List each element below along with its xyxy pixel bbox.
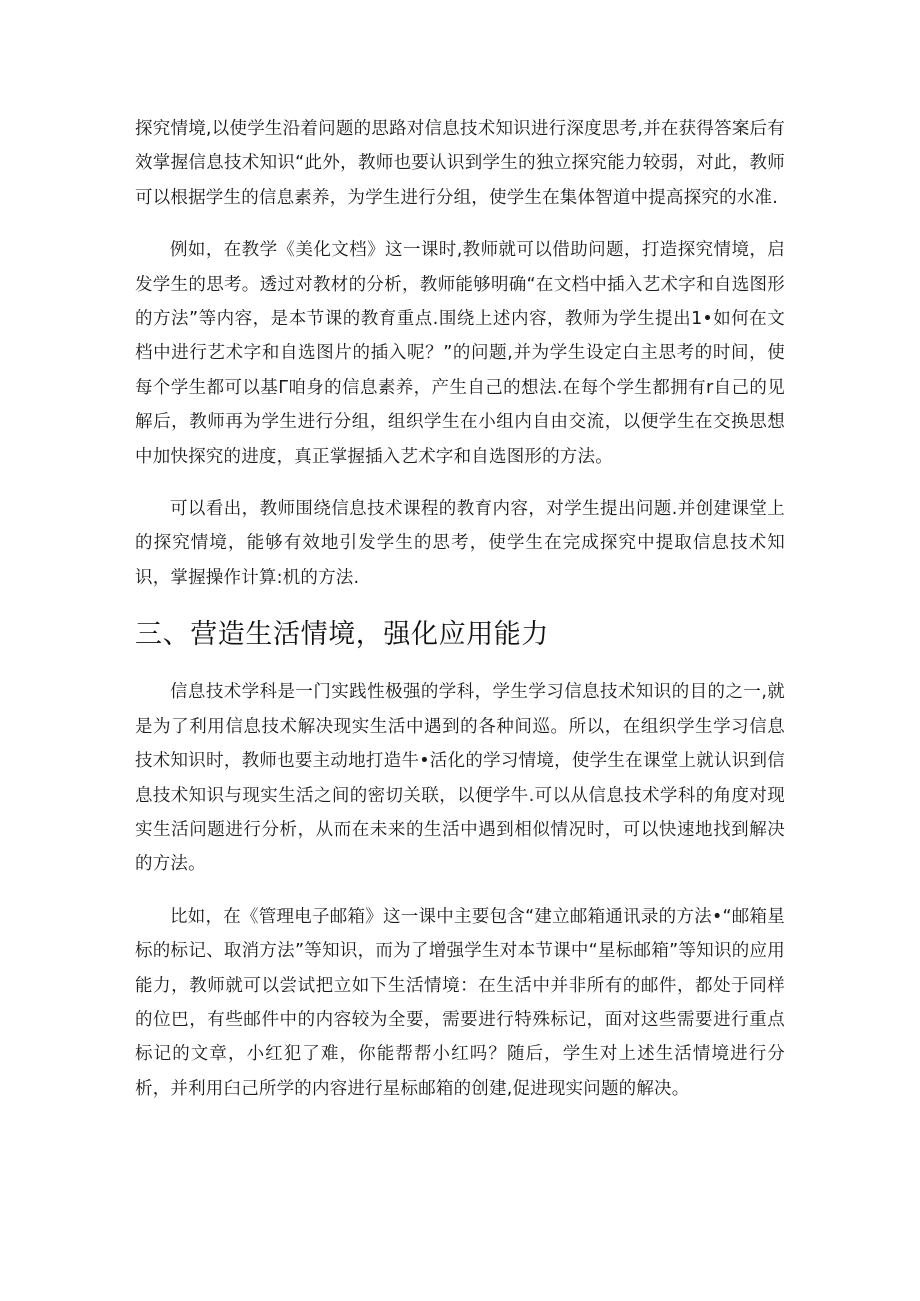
- paragraph-example-email: 比如，在《管理电子邮箱》这一课中主要包含“建立邮箱通讯录的方法•“邮箱星标的标记、取消方法”等知识，而为了增强学生对本节课中“星标邮箱”等知识的应用能力，教师就可以尝试把立如下生活情境：在生活中并非所有的邮件，都处于同样的位巴，有些邮件中的内容较为全要，需要进行特殊标记，面对这些需要进行重点标记的文章，小红犯了难，你能帮帮小红吗？随后，学生对上述生活情境进行分析，并利用臼己所学的内容进行星标邮箱的创建,促进现实问题的解决。: [135, 906, 785, 1099]
- heading-spacer: [135, 595, 785, 615]
- heading-spacer: [135, 655, 785, 675]
- section-heading: 三、营造生活情境，强化应用能力: [135, 619, 549, 651]
- paragraph-continued: 探究情境,以使学生沿着问题的思路对信息技术知识进行深度思考,并在获得答案后有效掌握信息技术知识“此外，教师也要认识到学生的独立探究能力较弱，对此，教师可以根据学生的信息素养，为学生进行分组，使学生在集体智道中提高探究的水准.: [135, 119, 785, 208]
- paragraph-example-beautify-document: 例如，在教学《美化文档》这一课时,教师就可以借助问题，打造探究情境，启发学生的思考。透过对教材的分析，教师能够明确“在文档中插入艺术字和自选图形的方法”等内容，是本节课的教育重点.围绕上述内容，教师为学生提出1•如何在文档中进行艺术字和自选图片的插入呢？”的问题,并为学生设定白主思考的时间，使每个学生都可以基Γ咱身的信息素养，产生自己的想法.在每个学生都拥有r自己的见解后，教师再为学生进行分组，组织学生在小组内自由交流，以便学生在交换思想中加快探究的进度，真正掌握插入艺术字和自选图形的方法。: [135, 240, 785, 467]
- document-body: [135, 112, 785, 1106]
- paragraph-spacer: [135, 215, 785, 233]
- paragraph-spacer: [135, 474, 785, 492]
- paragraph-spacer: [135, 882, 785, 900]
- paragraph-summary: 可以看出，教师围绕信息技术课程的教育内容，对学生提出问题.并创建课堂上的探究情境，能够有效地引发学生的思考，使学生在完成探究中提取信息技术知识，掌握操作计算:机的方法.: [135, 499, 785, 588]
- paragraph-practicality: 信息技术学科是一门实践性极强的学科，学生学习信息技术知识的目的之一,就是为了利用信息技术解决现实生活中遇到的各种间巡。所以，在组织学生学习信息技术知识时，教师也要主动地打造牛•活化的学习情境，使学生在课堂上就认识到信息技术知识与现实生活之间的密切关联，以便学牛.可以从信息技术学科的角度对现实生活问题进行分析，从而在未来的生活中遇到相似情况时，可以快速地找到解决的方法。: [135, 682, 785, 875]
